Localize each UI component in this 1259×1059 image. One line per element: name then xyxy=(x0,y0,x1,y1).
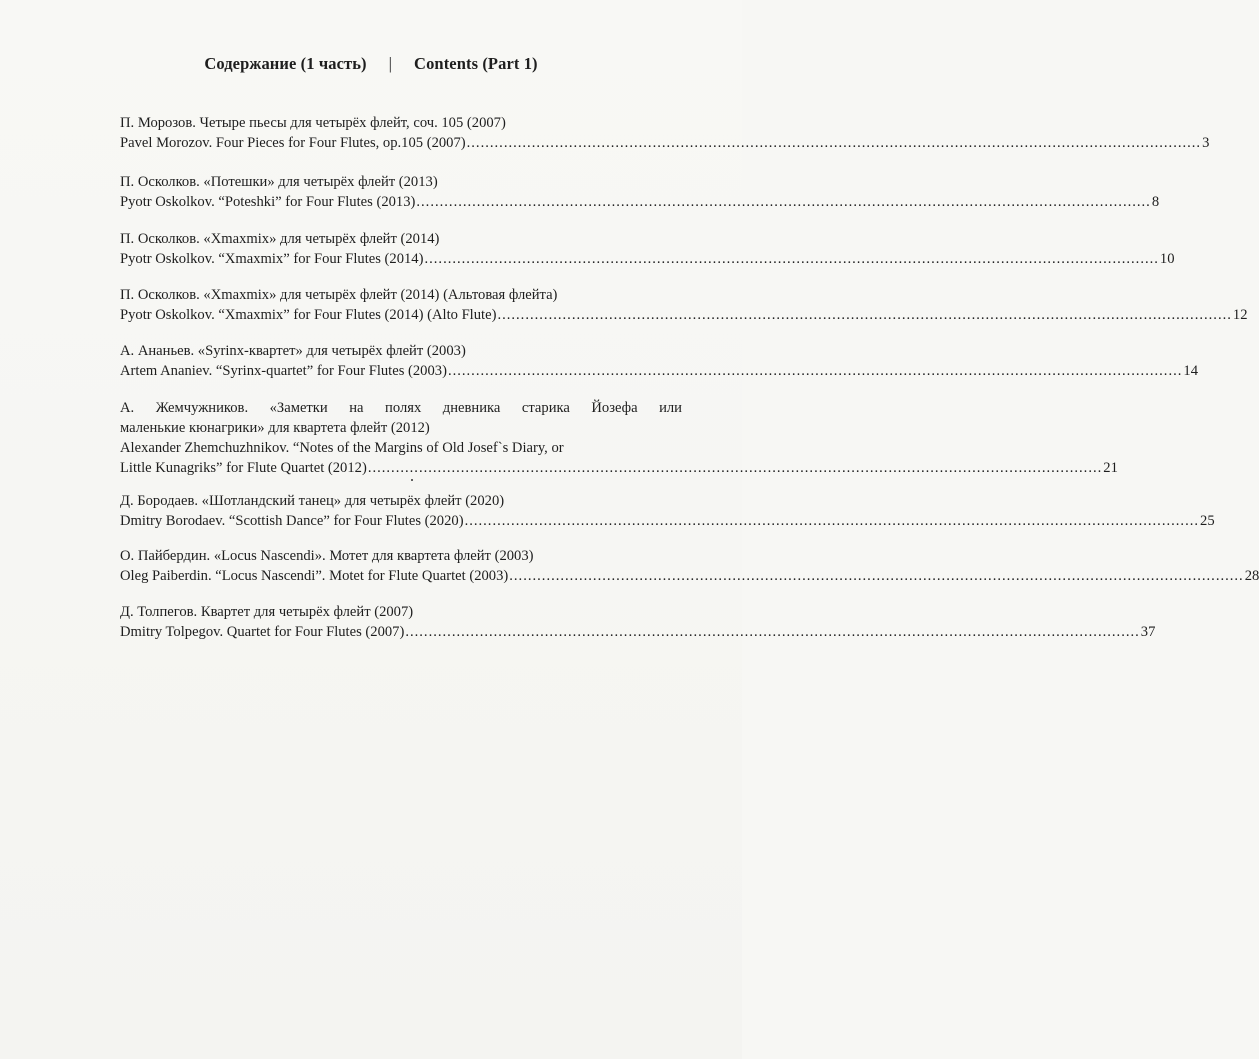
entry-title-ru: Д. Толпегов. Квартет для четырёх флейт (2007) xyxy=(120,604,414,620)
entry-title-en-text: Dmitry Borodaev. “Scottish Dance” for Four Flutes (2020) xyxy=(120,513,464,529)
toc-entry-oskolkov-xmaxmix-alto xyxy=(120,285,1248,325)
entry-title-en-text: Pavel Morozov. Four Pieces for Four Flutes, op.105 (2007) xyxy=(120,135,466,151)
entry-page-number: 28 xyxy=(1244,568,1259,584)
dot-leader: .............................................................................................................................................................. xyxy=(497,307,1232,323)
toc-entry-morozov xyxy=(120,113,1210,153)
entry-title-en-text: Little Kunagriks” for Flute Quartet (2012) xyxy=(120,460,367,476)
toc-entry-borodaev xyxy=(120,491,1215,531)
entry-title-en xyxy=(120,566,1259,586)
dot-leader: .............................................................................................................................................................. xyxy=(424,251,1159,267)
toc-entry-tolpegov xyxy=(120,602,1156,642)
entry-title-en xyxy=(120,133,1210,153)
heading-russian: Содержание (1 часть) xyxy=(204,54,367,73)
entry-title-ru-cont: маленькие кюнагрики» для квартета флейт (2012) xyxy=(120,420,430,436)
entry-title-en-cont xyxy=(120,458,1118,478)
dot-leader: .............................................................................................................................................................. xyxy=(466,135,1202,151)
entry-title-en xyxy=(120,622,1156,642)
entry-title-ru: П. Морозов. Четыре пьесы для четырёх флейт, соч. 105 (2007) xyxy=(120,115,506,131)
entry-title-en xyxy=(120,361,1198,381)
entry-title-en xyxy=(120,511,1215,531)
entry-title-ru: П. Осколков. «Xmaxmix» для четырёх флейт (2014) xyxy=(120,231,440,247)
entry-title-ru: А. Жемчужников. «Заметки на полях дневника старика Йозефа или xyxy=(120,400,682,416)
entry-title-ru: Д. Бородаев. «Шотландский танец» для четырёх флейт (2020) xyxy=(120,493,505,509)
entry-title-en-text: Dmitry Tolpegov. Quartet for Four Flutes (2007) xyxy=(120,624,405,640)
dot-leader: .............................................................................................................................................................. xyxy=(405,624,1140,640)
entry-title-en xyxy=(120,192,1160,212)
entry-title-ru: О. Пайбердин. «Locus Nascendi». Мотет для квартета флейт (2003) xyxy=(120,548,534,564)
entry-title-en xyxy=(120,305,1248,325)
entry-page-number: 3 xyxy=(1202,135,1210,151)
toc-entry-paiberdin xyxy=(120,546,1259,586)
entry-page-number: 12 xyxy=(1232,307,1248,323)
entry-page-number: 21 xyxy=(1103,460,1118,476)
entry-page-number: 10 xyxy=(1159,251,1175,267)
dot-leader: .............................................................................................................................................................. xyxy=(367,460,1103,476)
entry-title-en-text: Artem Ananiev. “Syrinx-quartet” for Four Flutes (2003) xyxy=(120,363,447,379)
entry-page-number: 8 xyxy=(1151,194,1160,210)
entry-title-ru: П. Осколков. «Потешки» для четырёх флейт (2013) xyxy=(120,174,438,190)
dot-leader: .............................................................................................................................................................. xyxy=(447,363,1183,379)
entry-title-en-text: Pyotr Oskolkov. “Xmaxmix” for Four Flutes (2014) xyxy=(120,251,424,267)
heading-english: Contents (Part 1) xyxy=(414,54,538,73)
entry-title-en: Alexander Zhemchuzhnikov. “Notes of the Margins of Old Josef`s Diary, or xyxy=(120,440,564,456)
entry-title-en xyxy=(120,249,1175,269)
entry-page-number: 37 xyxy=(1140,624,1156,640)
toc-entry-ananiev xyxy=(120,341,1198,381)
entry-page-number: 25 xyxy=(1200,513,1215,529)
entry-page-number: 14 xyxy=(1183,363,1198,379)
heading-separator: | xyxy=(388,54,393,73)
entry-title-ru: П. Осколков. «Xmaxmix» для четырёх флейт (2014) (Альтовая флейта) xyxy=(120,287,558,303)
toc-entry-oskolkov-xmaxmix xyxy=(120,229,1175,269)
entry-title-ru: А. Ананьев. «Syrinx-квартет» для четырёх флейт (2003) xyxy=(120,343,466,359)
entry-title-en-text: Pyotr Oskolkov. “Xmaxmix” for Four Flutes (2014) (Alto Flute) xyxy=(120,307,497,323)
dot-leader: .............................................................................................................................................................. xyxy=(464,513,1200,529)
dot-leader: .............................................................................................................................................................. xyxy=(416,194,1151,210)
entry-title-en-text: Oleg Paiberdin. “Locus Nascendi”. Motet for Flute Quartet (2003) xyxy=(120,568,509,584)
toc-entry-zhemchuzhnikov xyxy=(120,398,1118,478)
entry-title-en-text: Pyotr Oskolkov. “Poteshki” for Four Flutes (2013) xyxy=(120,194,416,210)
toc-entry-oskolkov-poteshki xyxy=(120,172,1160,212)
contents-heading xyxy=(0,54,742,74)
stray-print-mark xyxy=(411,479,413,481)
dot-leader: .............................................................................................................................................................. xyxy=(509,568,1244,584)
